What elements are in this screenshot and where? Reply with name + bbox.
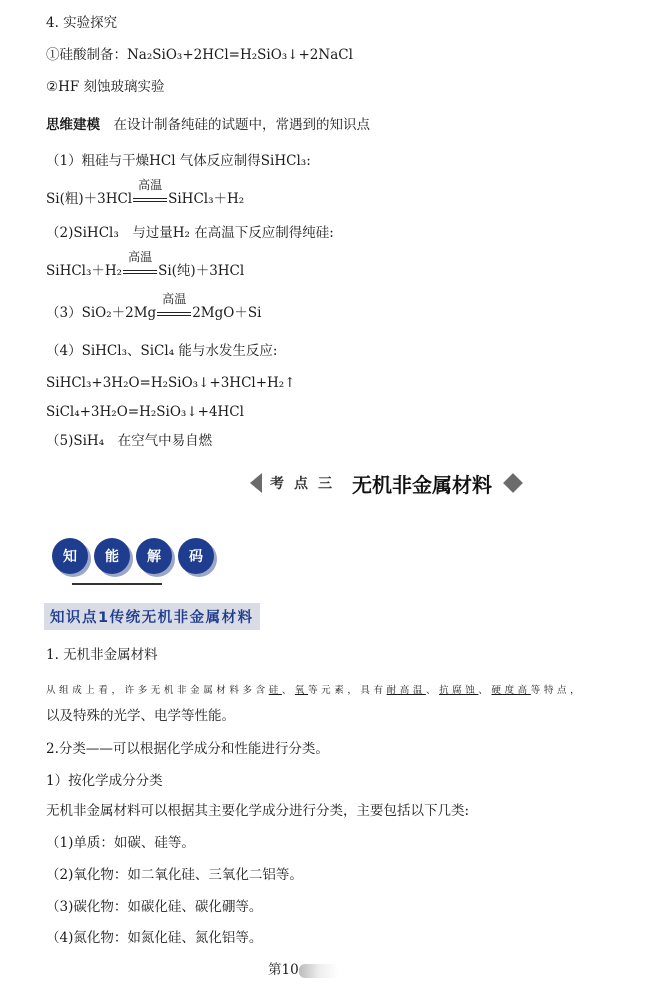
eq2-right: Si(纯)＋3HCl	[158, 263, 245, 279]
banner-title: 无机非金属材料	[352, 472, 492, 497]
line-eq4: SiHCl₃+3H₂O=H₂SiO₃↓+3HCl+H₂↑	[46, 375, 296, 391]
line-step5: （5)SiH₄ 在空气中易自燃	[46, 433, 213, 449]
body-item-3: （3)碳化物：如碳化硅、碳化硼等。	[46, 899, 263, 915]
line-silicic-acid: ①硅酸制备：Na₂SiO₃+2HCl=H₂SiO₃↓+2NaCl	[46, 47, 353, 63]
banner-label: 考点三	[270, 476, 342, 492]
eq3-right: 2MgO＋Si	[192, 305, 262, 321]
eq3-left: （3）SiO₂＋2Mg	[46, 305, 157, 321]
circle-ma: 码	[178, 538, 214, 574]
text-segment: 等元素，具有	[308, 685, 387, 696]
text-segment: 等特点，	[530, 685, 584, 696]
section-banner	[250, 469, 520, 497]
eq1-right: SiHCl₃＋H₂	[168, 191, 245, 207]
body-intro: 无机非金属材料可以根据其主要化学成分进行分类，主要包括以下几类:	[46, 803, 470, 819]
line-eq3	[46, 292, 262, 322]
body-composition-line	[46, 682, 583, 700]
underlined-o: 氧	[294, 685, 309, 696]
thinking-model-text: 在设计制备纯硅的试题中，常遇到的知识点	[100, 117, 370, 133]
line-step1: （1）粗硅与干燥HCl 气体反应制得SiHCl₃:	[46, 153, 311, 169]
eq3-arrow	[156, 292, 192, 322]
eq2-arrow	[122, 250, 158, 280]
eq2-condition: 高温	[128, 250, 153, 264]
text-segment: 、	[478, 685, 492, 696]
triangle-left-icon	[250, 473, 262, 493]
decode-underline	[72, 583, 162, 585]
line-experiment: 4. 实验探究	[46, 15, 118, 31]
knowledge-point-header: 知识点1传统无机非金属材料	[44, 603, 260, 630]
body-classification: 2.分类——可以根据化学成分和性能进行分类。	[46, 741, 329, 757]
text-segment: 从组成上看，许多无机非金属材料多含	[46, 685, 269, 696]
decode-circles	[52, 538, 214, 574]
text-segment: 、	[281, 685, 295, 696]
body-item-4: （4)氮化物：如氮化硅、氮化铝等。	[46, 930, 263, 946]
underlined-heat-resistant: 耐高温	[386, 685, 426, 696]
underlined-corrosion: 抗腐蚀	[439, 685, 479, 696]
eq1-condition: 高温	[138, 178, 163, 192]
circle-zhi: 知	[52, 538, 88, 574]
blur-mark	[299, 964, 339, 978]
eq1-left: Si(粗)＋3HCl	[46, 191, 133, 207]
diamond-icon	[503, 473, 523, 493]
body-item-2: （2)氧化物：如二氧化硅、三氧化二铝等。	[46, 867, 303, 883]
page-number-text: 第10	[268, 962, 299, 978]
line-step2: （2)SiHCl₃ 与过量H₂ 在高温下反应制得纯硅:	[46, 225, 334, 241]
body-heading-1: 1. 无机非金属材料	[46, 647, 158, 663]
thinking-model-label: 思维建模	[46, 117, 100, 133]
line-eq1	[46, 178, 245, 208]
circle-jie: 解	[136, 538, 172, 574]
body-properties: 以及特殊的光学、电学等性能。	[46, 708, 235, 724]
line-hf-etching: ②HF 刻蚀玻璃实验	[46, 79, 165, 95]
text-segment: 、	[425, 685, 440, 696]
eq3-condition: 高温	[162, 292, 187, 306]
line-thinking-model	[46, 116, 370, 134]
eq1-arrow	[132, 178, 168, 208]
underlined-si: 硅	[268, 685, 282, 696]
underlined-hardness: 硬度高	[491, 685, 531, 696]
line-eq2	[46, 250, 245, 280]
line-eq5: SiCl₄+3H₂O=H₂SiO₃↓+4HCl	[46, 404, 244, 420]
eq2-left: SiHCl₃＋H₂	[46, 263, 123, 279]
body-by-composition: 1）按化学成分分类	[46, 773, 163, 789]
page-number	[268, 958, 339, 978]
circle-neng: 能	[94, 538, 130, 574]
body-item-1: （1)单质：如碳、硅等。	[46, 835, 195, 851]
line-step4: （4）SiHCl₃、SiCl₄ 能与水发生反应:	[46, 343, 278, 359]
